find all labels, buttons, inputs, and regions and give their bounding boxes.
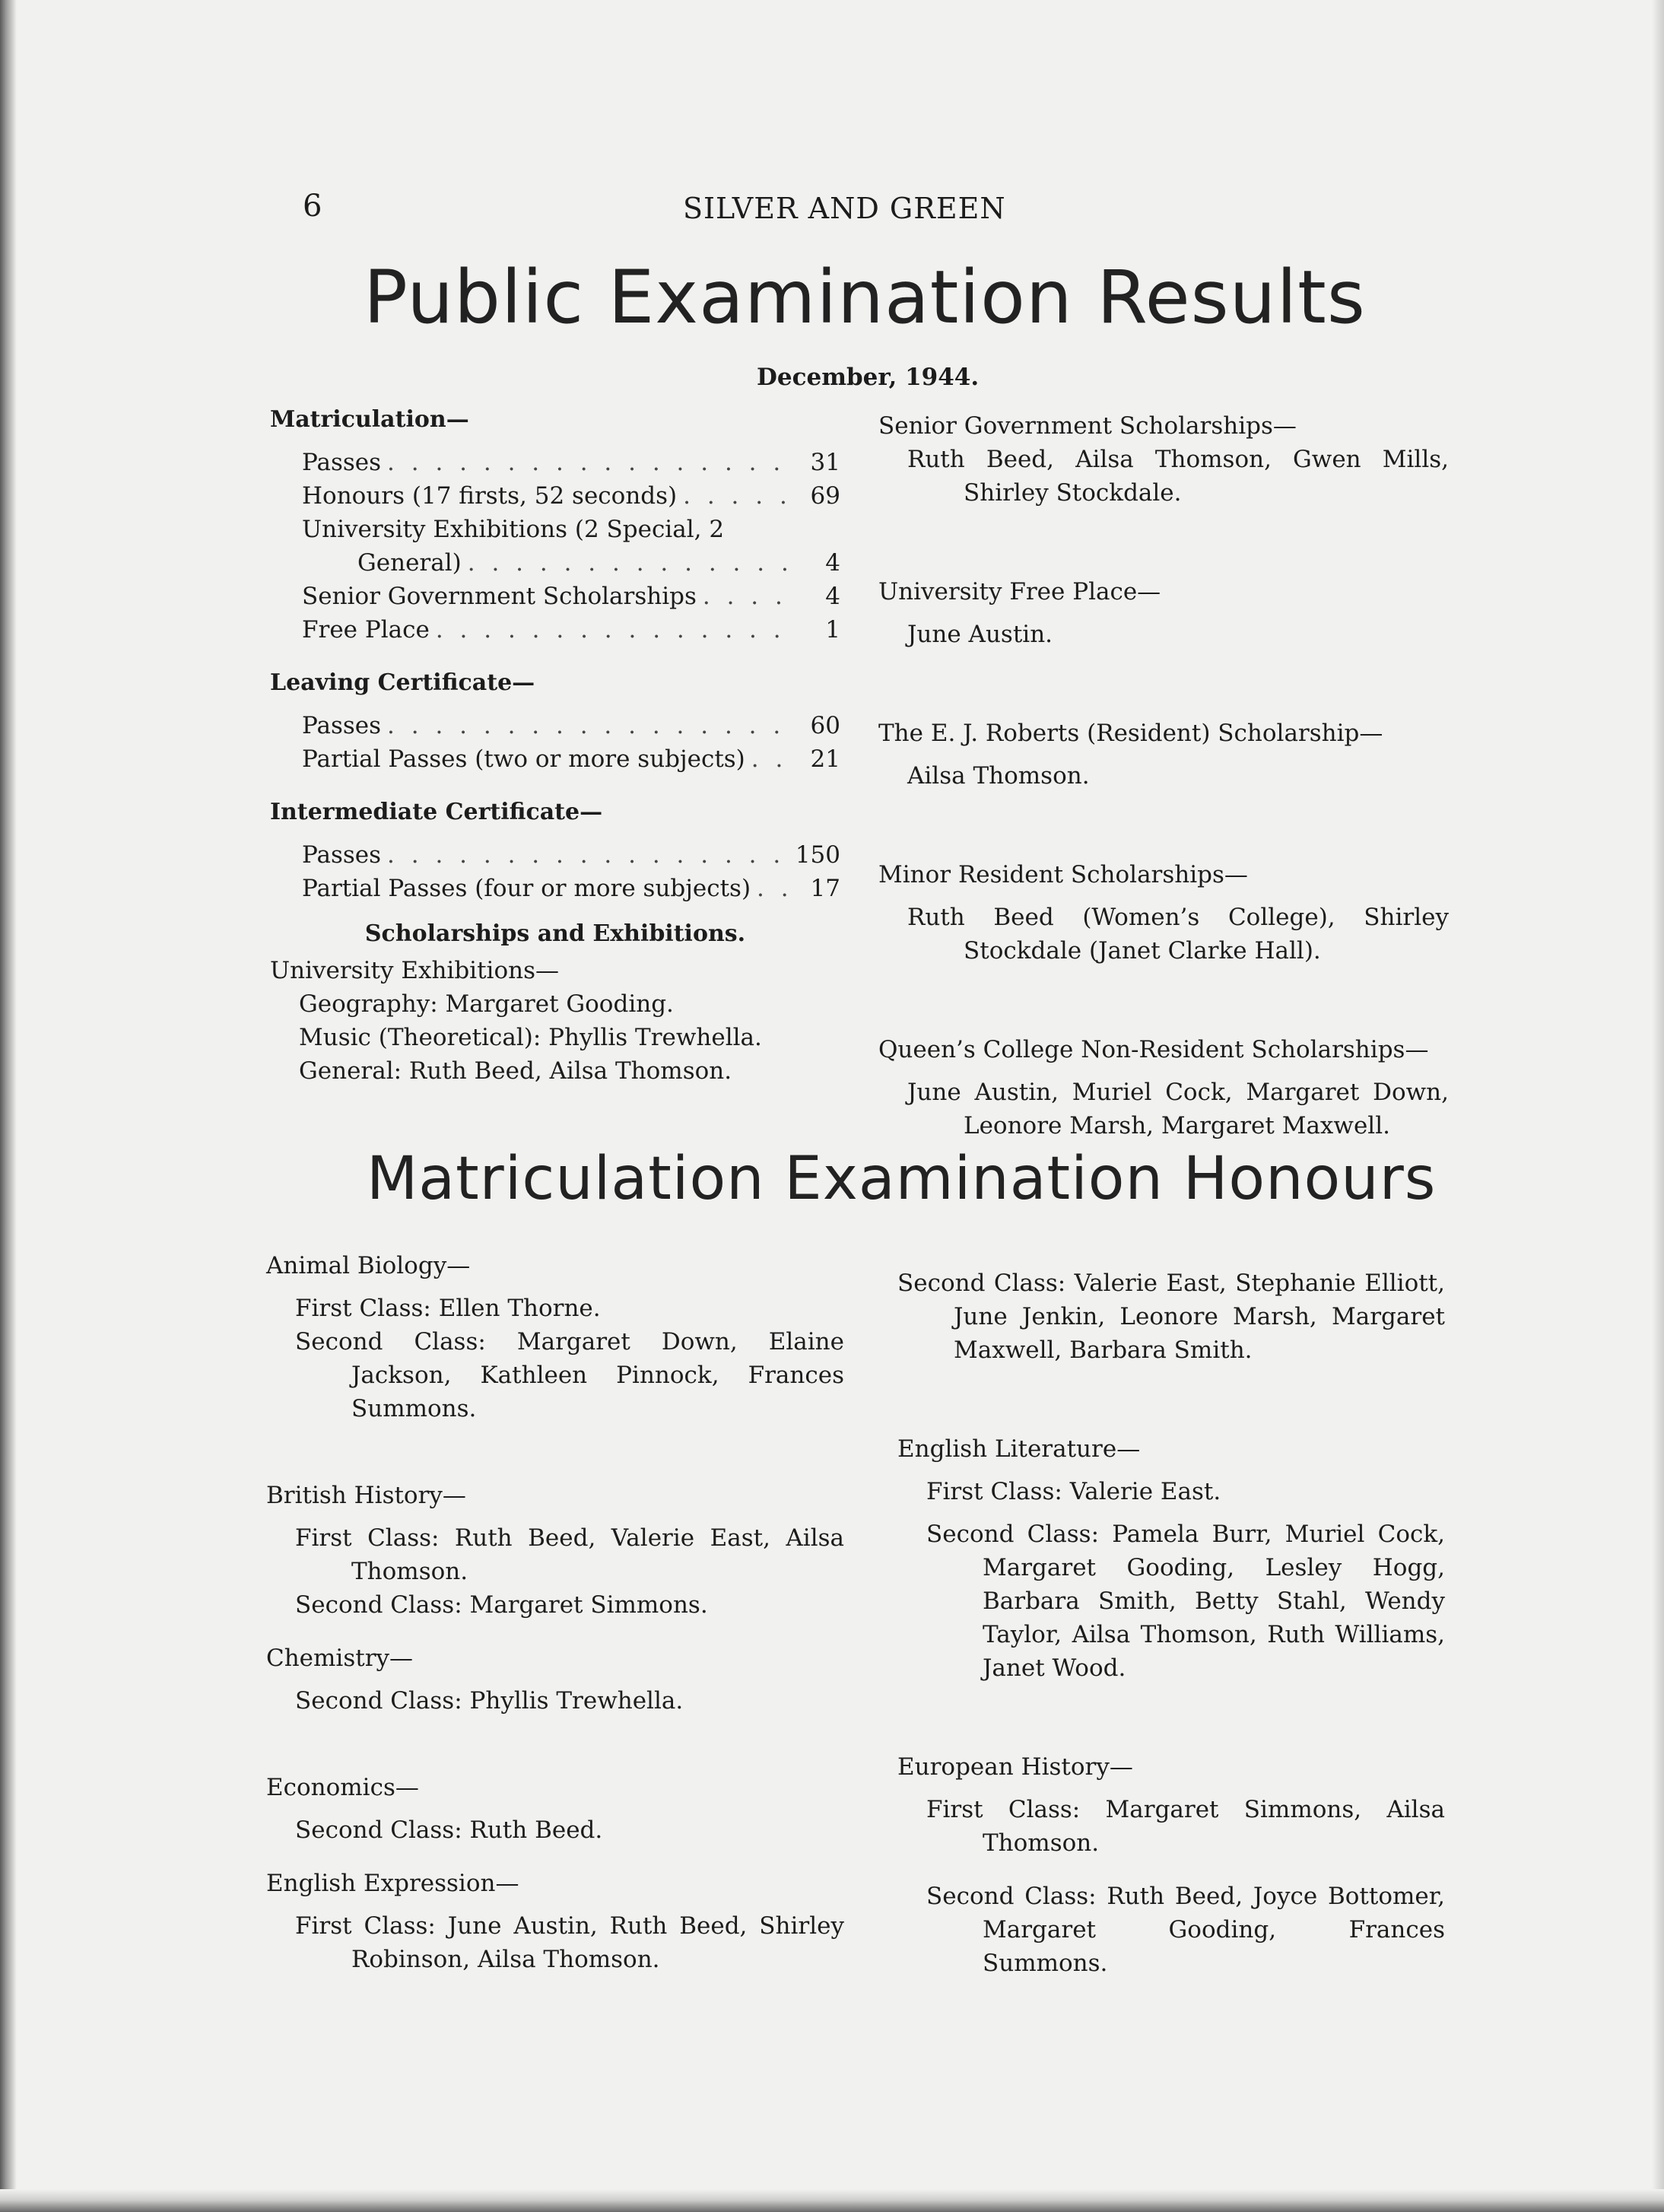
exhibition-line: Music (Theoretical): Phyllis Trewhella.: [299, 1024, 762, 1051]
stat-label: Passes: [302, 449, 382, 476]
stat-row: [270, 613, 840, 647]
leader-dots: [683, 479, 795, 513]
stat-row: [270, 742, 840, 776]
leader-dots: [757, 872, 795, 905]
first-class-line: First Class: June Austin, Ruth Beed, Shirley Robinson, Ailsa Thomson.: [295, 1912, 844, 1973]
roberts-name: Ailsa Thomson.: [907, 762, 1090, 790]
stat-label: Senior Government Scholarships: [302, 583, 697, 610]
page-title-matriculation-honours: Matriculation Examination Honours: [367, 1145, 1437, 1213]
stat-value: 21: [810, 745, 840, 773]
stat-row: [270, 513, 840, 546]
second-class-line: Second Class: Margaret Down, Elaine Jackson, Kathleen Pinnock, Frances Summons.: [295, 1328, 844, 1422]
section-heading-leaving: Leaving Certificate—: [270, 669, 535, 696]
leader-dots: [387, 709, 795, 742]
uni-exhibitions-heading: University Exhibitions—: [270, 957, 559, 984]
leader-dots: [436, 613, 795, 647]
stat-value: 4: [825, 549, 840, 577]
stat-value: 69: [810, 482, 840, 510]
first-class-line: First Class: Margaret Simmons, Ailsa Thomson.: [926, 1796, 1445, 1857]
queens-names: June Austin, Muriel Cock, Margaret Down, Leonore Marsh, Margaret Maxwell.: [907, 1079, 1449, 1139]
page-number: 6: [303, 189, 322, 224]
stat-label: Free Place: [302, 616, 430, 644]
subject-heading-economics: Economics—: [266, 1774, 419, 1801]
stat-label: University Exhibitions (2 Special, 2: [302, 516, 725, 543]
subject-heading-european-history: European History—: [897, 1753, 1133, 1781]
date-line: December, 1944.: [757, 364, 980, 391]
stat-value: 31: [810, 449, 840, 476]
stat-label: Partial Passes (two or more subjects): [302, 745, 745, 773]
section-heading-intermediate: Intermediate Certificate—: [270, 799, 603, 825]
second-class-line: Second Class: Ruth Beed, Joyce Bottomer, Margaret Gooding, Frances Summons.: [926, 1883, 1445, 1977]
honours-left-column: [266, 1249, 844, 1976]
second-class-line: Second Class: Valerie East, Stephanie Elliott, June Jenkin, Leonore Marsh, Margaret Maxwell, Barbara Smith.: [897, 1270, 1445, 1364]
running-head: SILVER AND GREEN: [683, 192, 1006, 225]
subject-heading-english-expression: English Expression—: [266, 1870, 519, 1897]
leader-dots: [751, 742, 795, 776]
section-heading-matriculation: Matriculation—: [270, 406, 469, 433]
stat-value: 4: [825, 583, 840, 610]
second-class-line: Second Class: Margaret Simmons.: [295, 1591, 708, 1619]
page-edge-bottom: [0, 2189, 1664, 2212]
stat-label: Passes: [302, 841, 382, 869]
subject-heading-chemistry: Chemistry—: [266, 1645, 414, 1672]
leader-dots: [703, 580, 795, 613]
first-class-line: First Class: Ellen Thorne.: [295, 1295, 601, 1322]
scholarships-column: [878, 409, 1449, 1143]
first-class-line: First Class: Valerie East.: [926, 1478, 1221, 1505]
stat-label: Passes: [302, 712, 382, 739]
queens-heading: Queen’s College Non-Resident Scholarships—: [878, 1036, 1429, 1063]
leader-dots: [387, 446, 795, 479]
second-class-line: Second Class: Phyllis Trewhella.: [295, 1687, 684, 1715]
stat-row: [270, 546, 840, 580]
leader-dots: [387, 838, 789, 872]
minor-resident-names: Ruth Beed (Women’s College), Shirley Stockdale (Janet Clarke Hall).: [907, 904, 1449, 965]
stat-label: Partial Passes (four or more subjects): [302, 875, 751, 902]
stat-row: [270, 872, 840, 905]
exhibition-line: General: Ruth Beed, Ailsa Thomson.: [299, 1057, 732, 1085]
stat-row: [270, 838, 840, 872]
stat-label: Honours (17 firsts, 52 seconds): [302, 482, 678, 510]
exhibition-line: Geography: Margaret Gooding.: [299, 990, 674, 1018]
subject-heading-british-history: British History—: [266, 1482, 466, 1509]
stat-row: [270, 446, 840, 479]
free-place-name: June Austin.: [907, 621, 1053, 648]
stat-value: 60: [810, 712, 840, 739]
stat-value: 1: [825, 616, 840, 644]
page-edge-right: [1652, 0, 1664, 2212]
stat-row: [270, 479, 840, 513]
page-title-public-examination: Public Examination Results: [364, 255, 1366, 340]
leader-dots: [468, 546, 795, 580]
second-class-line: Second Class: Pamela Burr, Muriel Cock, Margaret Gooding, Lesley Hogg, Barbara Smith, Betty Stahl, Wendy Taylor, Ailsa Thomson, Ruth Williams, Janet Wood.: [926, 1521, 1445, 1682]
honours-right-column: [897, 1266, 1445, 1980]
second-class-line: Second Class: Ruth Beed.: [295, 1816, 603, 1844]
page-edge-left: [0, 0, 17, 2212]
stat-row: [270, 580, 840, 613]
subject-heading-english-literature: English Literature—: [897, 1435, 1141, 1463]
roberts-heading: The E. J. Roberts (Resident) Scholarship—: [878, 720, 1383, 747]
subject-heading-animal-biology: Animal Biology—: [266, 1252, 471, 1279]
stat-row: [270, 709, 840, 742]
stat-label: General): [357, 549, 462, 577]
free-place-heading: University Free Place—: [878, 578, 1161, 605]
senior-gov-heading: Senior Government Scholarships—: [878, 412, 1297, 440]
results-summary-column: [270, 403, 840, 1088]
scholarships-heading: Scholarships and Exhibitions.: [364, 920, 746, 947]
stat-value: 17: [810, 875, 840, 902]
senior-gov-names: Ruth Beed, Ailsa Thomson, Gwen Mills, Shirley Stockdale.: [907, 446, 1449, 507]
minor-resident-heading: Minor Resident Scholarships—: [878, 861, 1248, 888]
stat-value: 150: [795, 841, 840, 869]
first-class-line: First Class: Ruth Beed, Valerie East, Ailsa Thomson.: [295, 1524, 844, 1585]
